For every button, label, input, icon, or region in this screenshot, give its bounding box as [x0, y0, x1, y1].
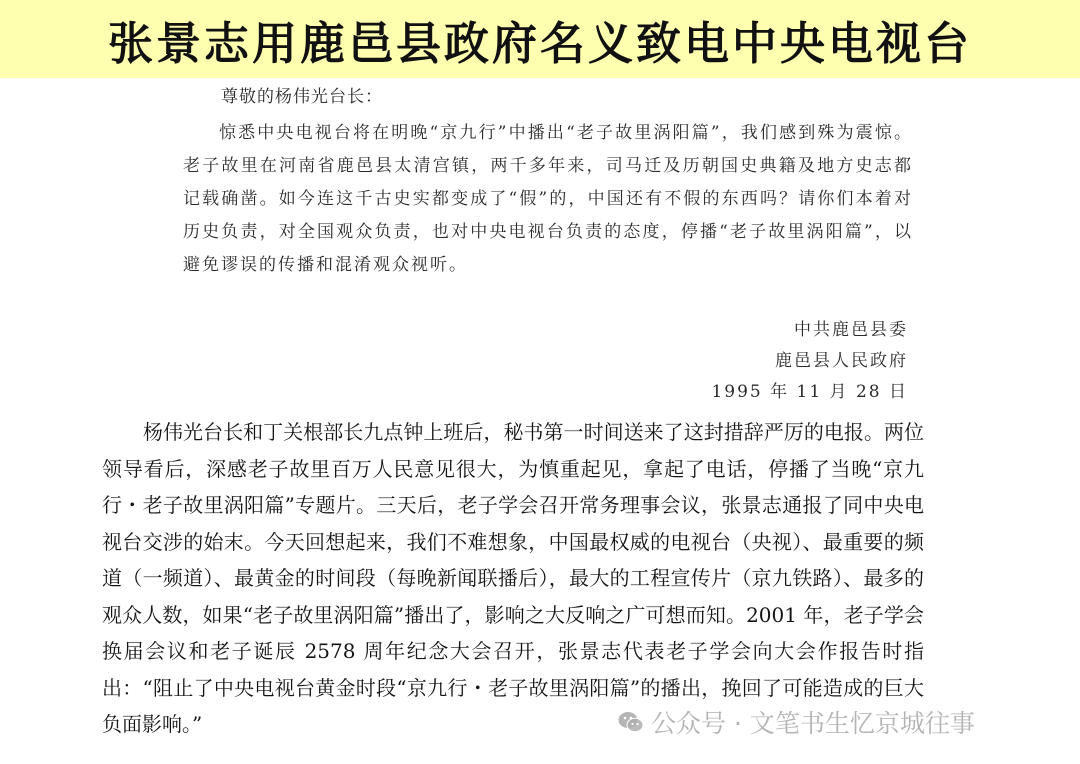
narrative-paragraph: 杨伟光台长和丁关根部长九点钟上班后，秘书第一时间送来了这封措辞严厉的电报。两位领导看后，深感老子故里百万人民意见很大，为慎重起见，拿起了电话，停播了当晚“京九行・老子故里涡阳篇”专题片。三天后，老子学会召开常务理事会议，张景志通报了同中央电视台交涉的始末。今天回想起来，我们不难想象，中国最权威的电视台（央视）、最重要的频道（一频道）、最黄金的时间段（每晚新闻联播后），最大的工程宣传片（京九铁路）、最多的观众人数，如果“老子故里涡阳篇”播出了，影响之大反响之广可想而知。2001 年，老子学会换届会议和老子诞辰 2578 周年纪念大会召开，张景志代表老子学会向大会作报告时指出：“阻止了中央电视台黄金时段“京九行・老子故里涡阳篇”的播出，挽回了可能造成的巨大负面影响。” — [102, 420, 924, 736]
watermark — [617, 704, 975, 740]
signature-org-party: 中共鹿邑县委 — [794, 320, 908, 340]
wechat-icon — [617, 708, 645, 736]
watermark-text: 公众号 · 文笔书生忆京城往事 — [651, 709, 975, 738]
signature-date: 1995 年 11 月 28 日 — [711, 382, 908, 402]
letter-salutation: 尊敬的杨伟光台长： — [221, 87, 383, 107]
letter-body: 惊悉中央电视台将在明晚“京九行”中播出“老子故里涡阳篇”，我们感到殊为震惊。老子故里在河南省鹿邑县太清宫镇，两千多年来，司马迁及历朝国史典籍及地方史志都记载确凿。如今连这千古史实都变成了“假”的，中国还有不假的东西吗？请你们本着对历史负责，对全国观众负责，也对中央电视台负责的态度，停播“老子故里涡阳篇”，以避免谬误的传播和混淆观众视听。 — [183, 123, 913, 275]
page-title: 张景志用鹿邑县政府名义致电中央电视台 — [107, 16, 972, 70]
letter-signature — [711, 315, 908, 408]
title-banner — [0, 0, 1080, 78]
telegram-letter — [183, 86, 913, 282]
signature-org-government: 鹿邑县人民政府 — [775, 351, 908, 371]
